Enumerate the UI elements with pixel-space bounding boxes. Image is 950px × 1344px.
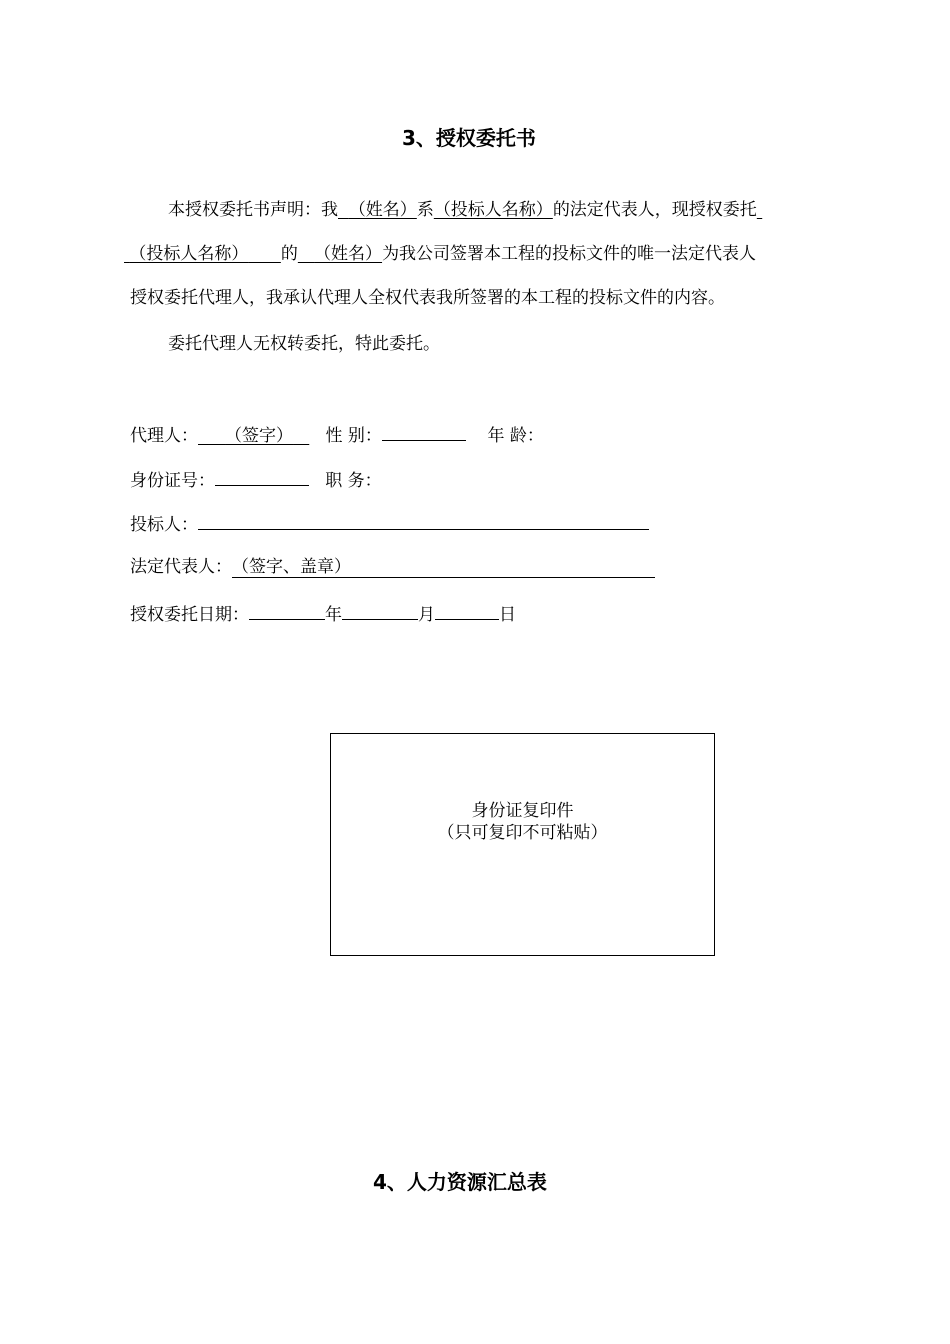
section-4-title: 4、人力资源汇总表 <box>373 1170 547 1194</box>
id-copy-title: 身份证复印件 <box>471 801 574 821</box>
id-card-copy-box <box>330 733 715 956</box>
statement-line-1 <box>168 200 762 220</box>
gender-field[interactable] <box>382 423 466 441</box>
statement-intro: 本授权委托书声明：我 <box>168 200 338 220</box>
legal-rep-row <box>130 557 655 578</box>
date-row <box>130 602 516 625</box>
no-subdelegation-note: 委托代理人无权转委托，特此委托。 <box>168 334 440 354</box>
bidder-label: 投标人： <box>130 515 198 535</box>
month-field[interactable] <box>342 602 418 620</box>
authorized-bidder-field[interactable]: （投标人名称） <box>129 244 249 264</box>
id-copy-note: （只可复印不可粘贴） <box>437 823 608 843</box>
statement-line-3: 授权委托代理人，我承认代理人全权代表我所签署的本工程的投标文件的内容。 <box>130 288 725 308</box>
agent-signature-field[interactable]: （签字） <box>225 426 294 446</box>
bidder-name-field[interactable]: （投标人名称） <box>433 200 553 220</box>
name-field[interactable]: （姓名） <box>348 200 417 220</box>
section-3-title: 3、授权委托书 <box>402 126 536 150</box>
bidder-field[interactable] <box>198 512 649 530</box>
authorized-name-field[interactable]: （姓名） <box>314 244 383 264</box>
legal-rep-label: 法定代表人： <box>130 557 232 577</box>
statement-line1-end: 的法定代表人，现授权委托 <box>552 200 757 220</box>
year-label: 年 <box>325 605 342 625</box>
blank-trail <box>757 200 762 220</box>
position-label: 职 务： <box>325 471 382 491</box>
agent-label: 代理人： <box>130 426 198 446</box>
bidder-row <box>130 512 649 535</box>
gender-label: 性 别： <box>325 426 382 446</box>
month-label: 月 <box>418 605 435 625</box>
id-row <box>130 468 382 491</box>
year-field[interactable] <box>249 602 325 620</box>
statement-xi: 系 <box>416 200 434 220</box>
day-label: 日 <box>499 605 516 625</box>
day-field[interactable] <box>435 602 499 620</box>
date-label: 授权委托日期： <box>130 605 249 625</box>
id-number-label: 身份证号： <box>130 471 215 491</box>
statement-line-2 <box>124 244 756 264</box>
agent-row <box>130 423 544 446</box>
age-label: 年 龄： <box>487 426 544 446</box>
legal-rep-signature-field[interactable]: （签字、盖章） <box>232 557 655 578</box>
id-number-field[interactable] <box>215 468 309 486</box>
statement-de: 的 <box>280 244 298 264</box>
statement-line2-end: 为我公司签署本工程的投标文件的唯一法定代表人 <box>382 244 757 264</box>
